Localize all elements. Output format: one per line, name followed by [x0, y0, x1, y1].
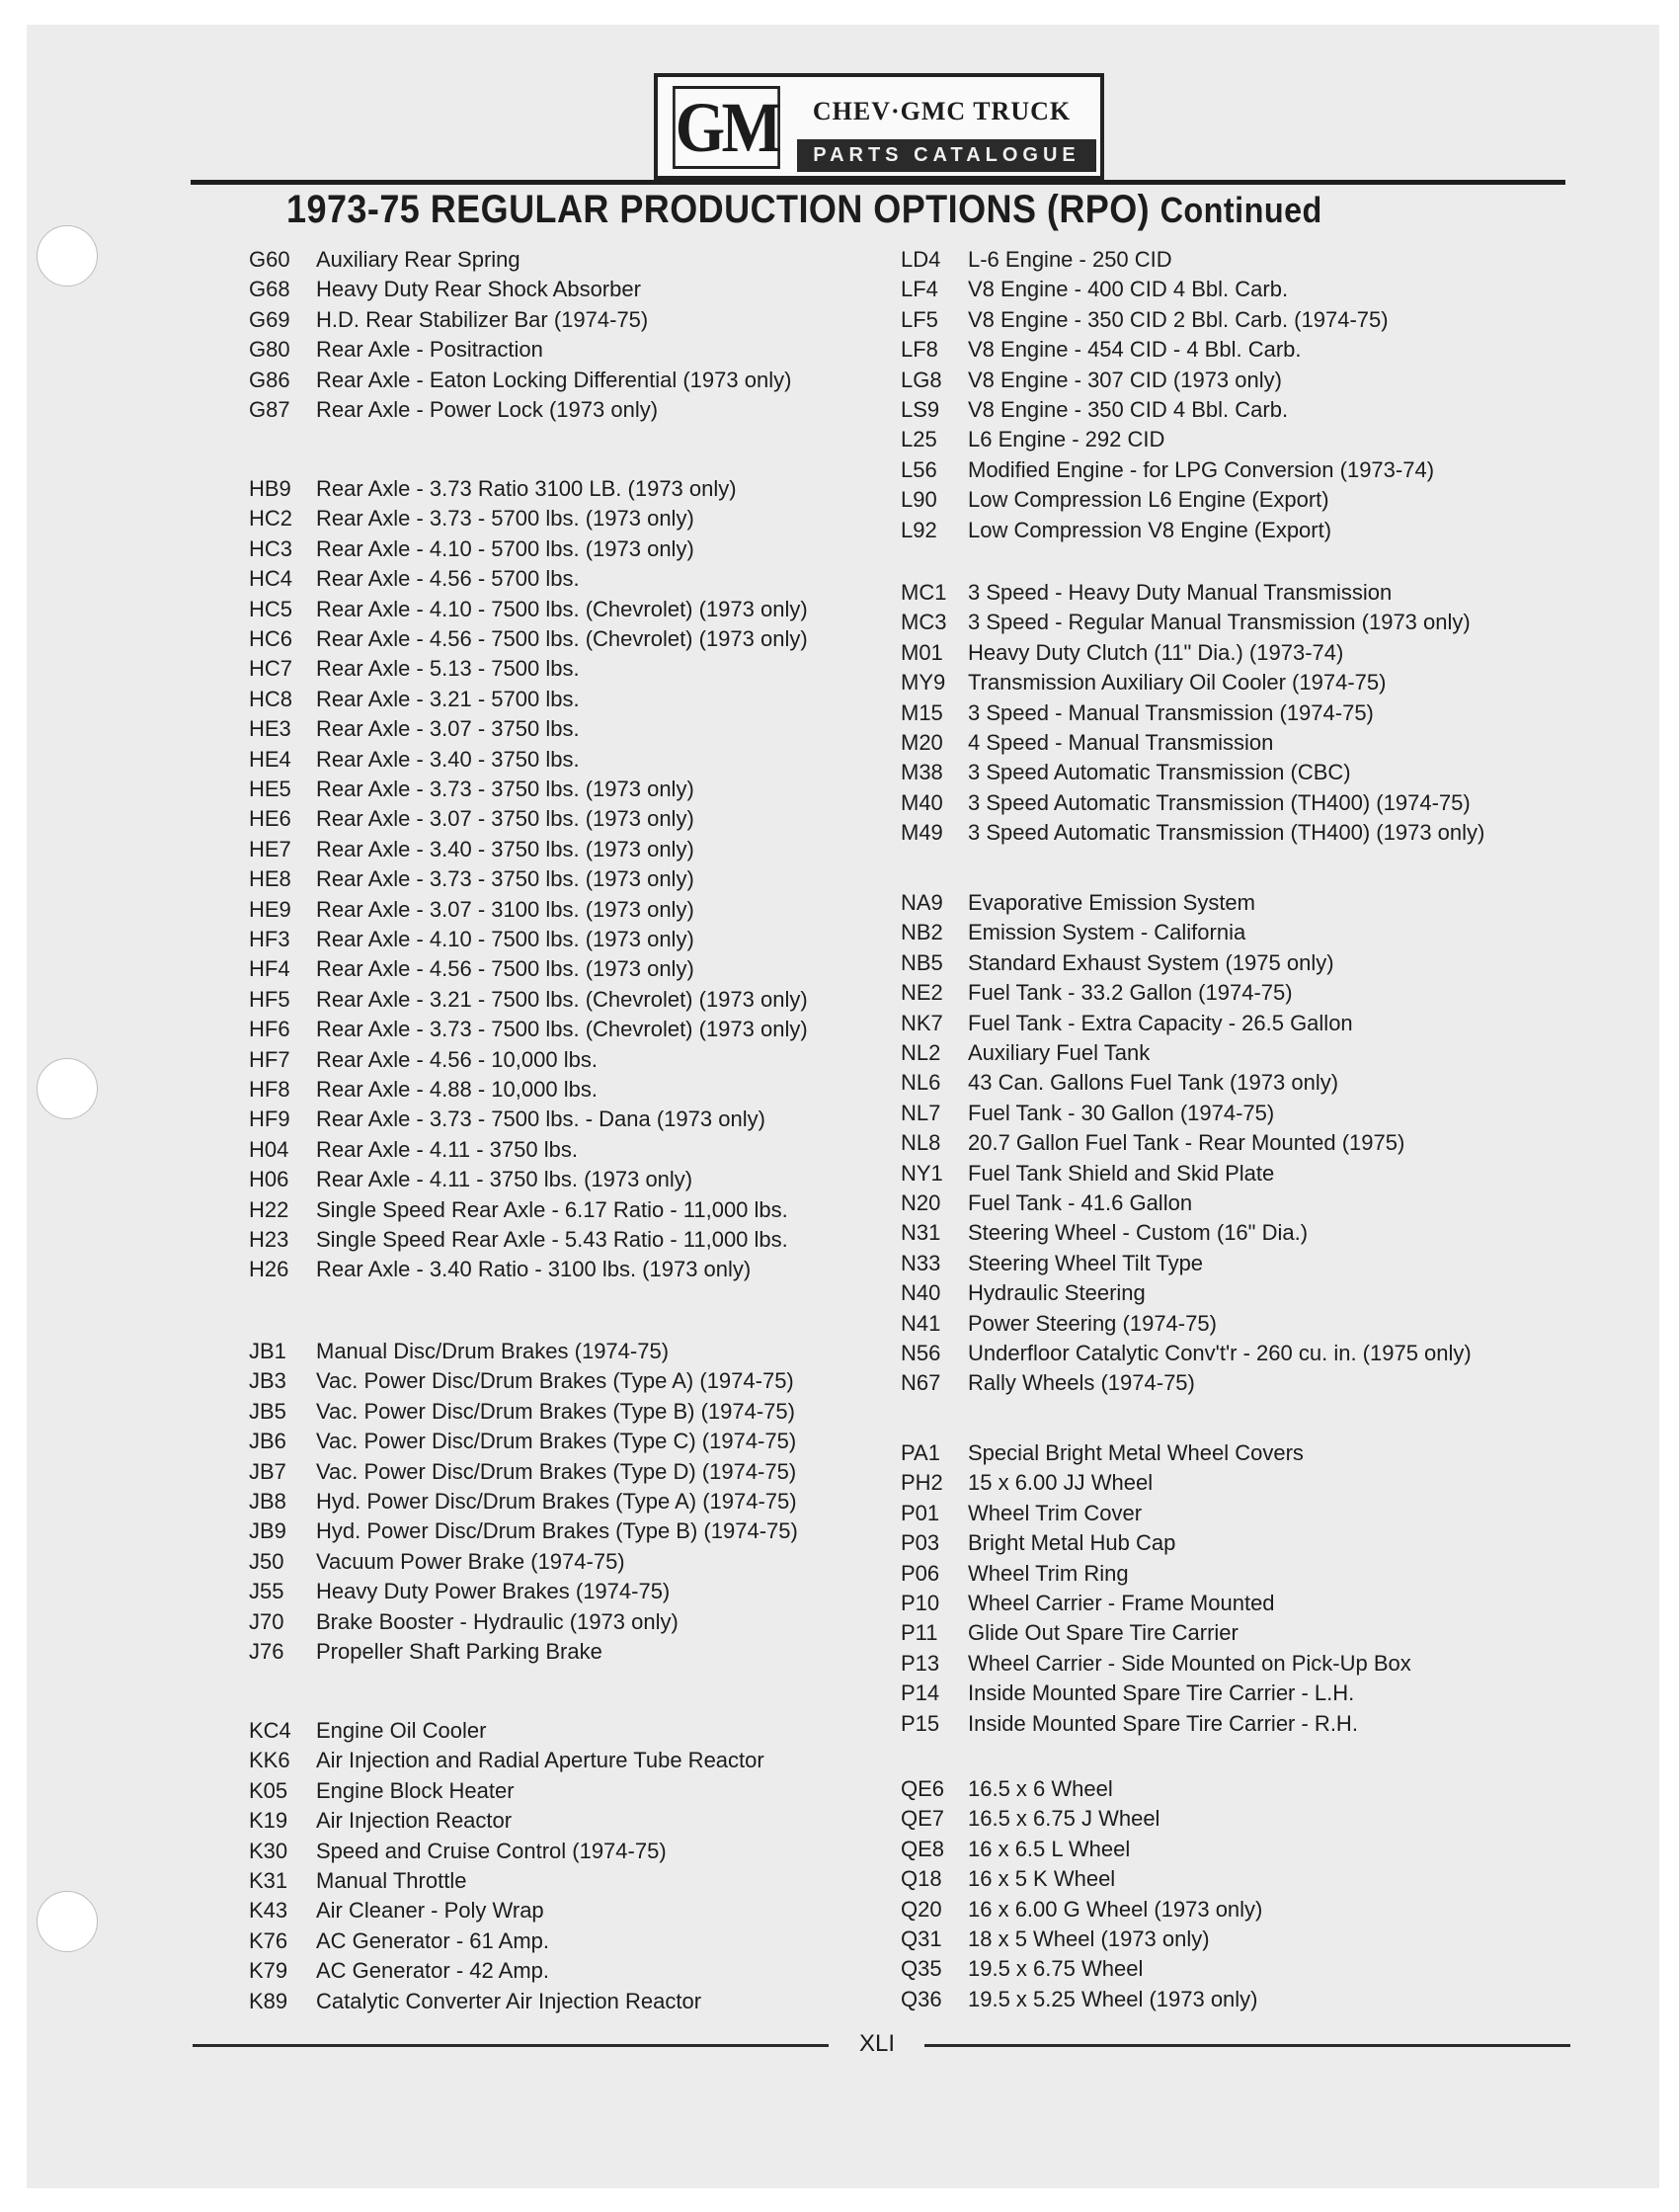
rpo-description: Air Injection and Radial Aperture Tube Reactor: [316, 1748, 764, 1773]
rpo-code: HE7: [249, 836, 291, 861]
rpo-description: Rear Axle - 3.73 - 3750 lbs. (1973 only): [316, 866, 694, 892]
rpo-code: MC3: [901, 610, 947, 635]
rpo-code: LD4: [901, 247, 941, 272]
rpo-code: NL6: [901, 1070, 941, 1096]
rpo-description: Heavy Duty Rear Shock Absorber: [316, 277, 641, 302]
rpo-code: HE8: [249, 866, 291, 892]
rpo-description: Wheel Trim Ring: [968, 1560, 1129, 1586]
rpo-description: Rear Axle - 3.40 Ratio - 3100 lbs. (1973 only): [316, 1257, 752, 1282]
rpo-code: N31: [901, 1220, 941, 1246]
rpo-code: J50: [249, 1548, 284, 1574]
rpo-description: Rear Axle - 3.21 - 7500 lbs. (Chevrolet) (1973 only): [316, 986, 808, 1012]
rpo-description: Underfloor Catalytic Conv't'r - 260 cu. in. (1975 only): [968, 1341, 1472, 1365]
rpo-code: P06: [901, 1560, 940, 1586]
rpo-code: HC4: [249, 566, 293, 592]
rpo-code: J55: [249, 1579, 284, 1604]
rpo-code: N20: [901, 1190, 941, 1215]
rpo-description: Vac. Power Disc/Drum Brakes (Type A) (1974-75): [316, 1368, 794, 1394]
rpo-code: L56: [901, 456, 937, 482]
rpo-code: G86: [249, 367, 290, 392]
rpo-code: N56: [901, 1341, 941, 1365]
rpo-description: Glide Out Spare Tire Carrier: [968, 1620, 1239, 1646]
rpo-code: G69: [249, 306, 290, 332]
rpo-code: MY9: [901, 670, 946, 696]
rpo-description: Hyd. Power Disc/Drum Brakes (Type B) (1974-75): [316, 1518, 798, 1544]
rpo-description: 3 Speed - Manual Transmission (1974-75): [968, 699, 1374, 725]
rpo-description: Rally Wheels (1974-75): [968, 1370, 1195, 1396]
rpo-description: V8 Engine - 454 CID - 4 Bbl. Carb.: [968, 337, 1302, 363]
rpo-description: Power Steering (1974-75): [968, 1310, 1217, 1336]
footer-rule-right: [924, 2044, 1570, 2047]
catalogue-label: PARTS CATALOGUE: [797, 139, 1096, 172]
rpo-description: Rear Axle - 3.07 - 3750 lbs.: [316, 716, 580, 742]
rpo-code: JB7: [249, 1458, 286, 1484]
rpo-code: LF5: [901, 306, 938, 332]
rpo-description: Rear Axle - 3.73 - 7500 lbs. - Dana (1973 only): [316, 1106, 765, 1132]
rpo-description: AC Generator - 42 Amp.: [316, 1958, 549, 1984]
rpo-code: HE6: [249, 806, 291, 832]
rpo-description: 20.7 Gallon Fuel Tank - Rear Mounted (1975): [968, 1130, 1405, 1156]
rpo-description: Vacuum Power Brake (1974-75): [316, 1548, 625, 1574]
rpo-code: M20: [901, 730, 943, 755]
rpo-description: Inside Mounted Spare Tire Carrier - R.H.: [968, 1710, 1358, 1736]
rpo-description: L-6 Engine - 250 CID: [968, 247, 1172, 272]
rpo-description: Rear Axle - 4.10 - 7500 lbs. (Chevrolet) (1973 only): [316, 596, 808, 621]
title-main: 1973-75 REGULAR PRODUCTION OPTIONS (RPO): [286, 188, 1151, 231]
gm-logo: [654, 73, 1104, 180]
rpo-description: Rear Axle - Eaton Locking Differential (1973 only): [316, 367, 792, 392]
rpo-code: JB3: [249, 1368, 286, 1394]
rpo-description: Transmission Auxiliary Oil Cooler (1974-75): [968, 670, 1387, 696]
rpo-code: N67: [901, 1370, 941, 1396]
rpo-description: Auxiliary Rear Spring: [316, 247, 520, 272]
rpo-code: HF4: [249, 956, 290, 982]
rpo-description: Hyd. Power Disc/Drum Brakes (Type A) (1974-75): [316, 1489, 797, 1514]
rpo-description: 16 x 6.5 L Wheel: [968, 1836, 1131, 1861]
rpo-code: NB5: [901, 949, 943, 975]
rpo-code: N33: [901, 1250, 941, 1275]
rpo-description: Bright Metal Hub Cap: [968, 1530, 1176, 1556]
rpo-description: Vac. Power Disc/Drum Brakes (Type B) (1974-75): [316, 1398, 795, 1424]
gm-logo-mark: GM: [673, 86, 780, 169]
header-rule: [191, 180, 1565, 185]
rpo-code: H22: [249, 1196, 289, 1222]
rpo-code: QE6: [901, 1776, 945, 1801]
rpo-description: Special Bright Metal Wheel Covers: [968, 1440, 1304, 1465]
rpo-description: Manual Disc/Drum Brakes (1974-75): [316, 1339, 670, 1363]
rpo-code: J70: [249, 1608, 284, 1634]
rpo-code: K43: [249, 1898, 288, 1924]
rpo-code: HF8: [249, 1077, 290, 1102]
rpo-description: Rear Axle - Positraction: [316, 337, 543, 363]
rpo-description: Rear Axle - 3.07 - 3750 lbs. (1973 only): [316, 806, 694, 832]
rpo-description: Hydraulic Steering: [968, 1280, 1146, 1306]
rpo-description: Rear Axle - 4.56 - 10,000 lbs.: [316, 1046, 598, 1072]
rpo-description: Rear Axle - 4.11 - 3750 lbs. (1973 only): [316, 1167, 693, 1192]
rpo-description: 18 x 5 Wheel (1973 only): [968, 1926, 1210, 1951]
rpo-code: LG8: [901, 367, 942, 392]
rpo-code: NK7: [901, 1010, 943, 1035]
rpo-description: Single Speed Rear Axle - 5.43 Ratio - 11,000 lbs.: [316, 1227, 788, 1252]
rpo-description: Single Speed Rear Axle - 6.17 Ratio - 11,000 lbs.: [316, 1196, 788, 1222]
rpo-description: Fuel Tank Shield and Skid Plate: [968, 1160, 1275, 1186]
rpo-description: Rear Axle - 4.10 - 7500 lbs. (1973 only): [316, 927, 694, 951]
rpo-description: Wheel Carrier - Frame Mounted: [968, 1591, 1275, 1615]
footer-rule-left: [193, 2044, 829, 2047]
rpo-description: V8 Engine - 350 CID 4 Bbl. Carb.: [968, 397, 1289, 422]
rpo-code: N41: [901, 1310, 941, 1336]
rpo-description: Rear Axle - 4.56 - 7500 lbs. (1973 only): [316, 956, 694, 982]
rpo-code: Q18: [901, 1866, 942, 1892]
rpo-description: Rear Axle - Power Lock (1973 only): [316, 397, 659, 422]
rpo-code: K19: [249, 1808, 288, 1834]
rpo-code: P01: [901, 1500, 940, 1525]
rpo-description: Propeller Shaft Parking Brake: [316, 1639, 602, 1664]
rpo-description: Manual Throttle: [316, 1868, 467, 1893]
rpo-description: Wheel Trim Cover: [968, 1500, 1143, 1525]
rpo-code: P13: [901, 1650, 940, 1676]
rpo-code: H26: [249, 1257, 289, 1282]
rpo-code: QE7: [901, 1806, 945, 1832]
rpo-description: V8 Engine - 307 CID (1973 only): [968, 367, 1282, 392]
rpo-description: L6 Engine - 292 CID: [968, 427, 1165, 452]
rpo-code: M49: [901, 820, 943, 846]
rpo-code: P15: [901, 1710, 940, 1736]
rpo-description: Air Injection Reactor: [316, 1808, 513, 1834]
rpo-code: NB2: [901, 920, 943, 945]
rpo-description: Rear Axle - 3.07 - 3100 lbs. (1973 only): [316, 896, 694, 922]
rpo-code: L25: [901, 427, 937, 452]
rpo-code: LS9: [901, 397, 940, 422]
rpo-description: Rear Axle - 3.73 - 5700 lbs. (1973 only): [316, 506, 694, 532]
page-title: [286, 188, 1353, 232]
rpo-description: Heavy Duty Power Brakes (1974-75): [316, 1579, 671, 1604]
brand-name: CHEV·GMC TRUCK: [812, 97, 1072, 125]
rpo-description: Rear Axle - 3.73 - 3750 lbs. (1973 only): [316, 777, 694, 801]
rpo-code: G87: [249, 397, 290, 422]
rpo-code: M01: [901, 639, 943, 665]
rpo-code: K76: [249, 1927, 288, 1953]
rpo-code: K05: [249, 1777, 288, 1803]
rpo-code: J76: [249, 1639, 284, 1664]
rpo-description: AC Generator - 61 Amp.: [316, 1927, 549, 1953]
rpo-code: L92: [901, 517, 937, 542]
rpo-description: 19.5 x 5.25 Wheel (1973 only): [968, 1986, 1258, 2011]
rpo-code: G60: [249, 247, 290, 272]
rpo-code: LF8: [901, 337, 938, 363]
rpo-code: HE9: [249, 896, 291, 922]
rpo-description: V8 Engine - 350 CID 2 Bbl. Carb. (1974-75): [968, 306, 1389, 332]
rpo-description: Engine Block Heater: [316, 1777, 515, 1803]
rpo-description: Heavy Duty Clutch (11" Dia.) (1973-74): [968, 639, 1344, 665]
rpo-code: HC8: [249, 686, 293, 711]
rpo-description: Fuel Tank - 30 Gallon (1974-75): [968, 1100, 1275, 1125]
binder-hole-top: [37, 225, 98, 287]
rpo-description: Steering Wheel - Custom (16" Dia.): [968, 1220, 1309, 1246]
rpo-description: V8 Engine - 400 CID 4 Bbl. Carb.: [968, 277, 1289, 302]
rpo-description: 43 Can. Gallons Fuel Tank (1973 only): [968, 1070, 1339, 1096]
rpo-description: 16 x 6.00 G Wheel (1973 only): [968, 1896, 1263, 1922]
rpo-description: Engine Oil Cooler: [316, 1718, 487, 1743]
rpo-description: Rear Axle - 4.10 - 5700 lbs. (1973 only): [316, 535, 694, 561]
rpo-description: Rear Axle - 3.73 Ratio 3100 LB. (1973 only): [316, 476, 737, 501]
rpo-code: PH2: [901, 1470, 943, 1496]
rpo-code: P11: [901, 1620, 938, 1646]
rpo-code: HC6: [249, 626, 293, 651]
rpo-code: HC3: [249, 535, 293, 561]
rpo-description: Rear Axle - 3.40 - 3750 lbs. (1973 only): [316, 836, 694, 861]
rpo-code: M15: [901, 699, 943, 725]
rpo-code: KC4: [249, 1718, 291, 1743]
rpo-description: Low Compression V8 Engine (Export): [968, 517, 1332, 542]
rpo-code: K89: [249, 1988, 288, 2013]
rpo-description: Low Compression L6 Engine (Export): [968, 487, 1329, 513]
rpo-description: Rear Axle - 3.73 - 7500 lbs. (Chevrolet) (1973 only): [316, 1017, 808, 1042]
rpo-code: Q31: [901, 1926, 942, 1951]
rpo-code: G68: [249, 277, 290, 302]
rpo-code: M40: [901, 789, 943, 815]
rpo-description: Auxiliary Fuel Tank: [968, 1040, 1151, 1065]
rpo-code: QE8: [901, 1836, 945, 1861]
rpo-code: LF4: [901, 277, 938, 302]
rpo-description: Inside Mounted Spare Tire Carrier - L.H.: [968, 1680, 1355, 1706]
rpo-code: H04: [249, 1136, 289, 1162]
rpo-code: K31: [249, 1868, 288, 1893]
rpo-description: 3 Speed Automatic Transmission (CBC): [968, 760, 1351, 785]
rpo-code: NL7: [901, 1100, 941, 1125]
rpo-description: Fuel Tank - 33.2 Gallon (1974-75): [968, 980, 1293, 1006]
rpo-code: JB8: [249, 1489, 286, 1514]
rpo-code: P03: [901, 1530, 940, 1556]
rpo-description: 3 Speed Automatic Transmission (TH400) (1973 only): [968, 820, 1485, 846]
rpo-description: Speed and Cruise Control (1974-75): [316, 1838, 667, 1863]
rpo-code: HE3: [249, 716, 291, 742]
rpo-code: HC5: [249, 596, 293, 621]
rpo-description: 3 Speed - Regular Manual Transmission (1973 only): [968, 610, 1471, 635]
rpo-description: Air Cleaner - Poly Wrap: [316, 1898, 544, 1924]
rpo-description: Vac. Power Disc/Drum Brakes (Type C) (1974-75): [316, 1429, 797, 1454]
rpo-code: HF6: [249, 1017, 290, 1042]
rpo-description: Rear Axle - 5.13 - 7500 lbs.: [316, 656, 580, 682]
rpo-code: HF5: [249, 986, 290, 1012]
rpo-description: 16 x 5 K Wheel: [968, 1866, 1116, 1892]
rpo-code: MC1: [901, 580, 947, 605]
rpo-description: Standard Exhaust System (1975 only): [968, 949, 1334, 975]
title-suffix: Continued: [1159, 190, 1322, 230]
rpo-description: Evaporative Emission System: [968, 890, 1255, 915]
rpo-code: L90: [901, 487, 937, 513]
rpo-description: 3 Speed - Heavy Duty Manual Transmission: [968, 580, 1393, 605]
rpo-description: H.D. Rear Stabilizer Bar (1974-75): [316, 306, 649, 332]
rpo-code: Q20: [901, 1896, 942, 1922]
rpo-code: NL8: [901, 1130, 941, 1156]
rpo-code: HF3: [249, 927, 290, 951]
page-number: XLI: [858, 2030, 896, 2057]
rpo-description: 15 x 6.00 JJ Wheel: [968, 1470, 1154, 1496]
rpo-description: 19.5 x 6.75 Wheel: [968, 1956, 1144, 1982]
rpo-description: 16.5 x 6 Wheel: [968, 1776, 1113, 1801]
rpo-code: HC2: [249, 506, 293, 532]
rpo-description: Fuel Tank - 41.6 Gallon: [968, 1190, 1193, 1215]
rpo-description: Rear Axle - 3.21 - 5700 lbs.: [316, 686, 580, 711]
rpo-code: G80: [249, 337, 290, 363]
rpo-code: NE2: [901, 980, 943, 1006]
rpo-description: 16.5 x 6.75 J Wheel: [968, 1806, 1160, 1832]
rpo-code: P14: [901, 1680, 940, 1706]
rpo-description: Brake Booster - Hydraulic (1973 only): [316, 1608, 679, 1634]
rpo-description: 4 Speed - Manual Transmission: [968, 730, 1274, 755]
binder-hole-bottom: [37, 1891, 98, 1952]
rpo-code: Q35: [901, 1956, 942, 1982]
rpo-description: Fuel Tank - Extra Capacity - 26.5 Gallon: [968, 1010, 1353, 1035]
binder-hole-middle: [37, 1058, 98, 1119]
rpo-description: Rear Axle - 4.56 - 7500 lbs. (Chevrolet) (1973 only): [316, 626, 808, 651]
rpo-code: PA1: [901, 1440, 940, 1465]
rpo-code: K30: [249, 1838, 288, 1863]
rpo-code: HE4: [249, 746, 291, 772]
rpo-description: Rear Axle - 4.88 - 10,000 lbs.: [316, 1077, 598, 1102]
rpo-code: JB1: [249, 1339, 286, 1363]
rpo-description: Rear Axle - 3.40 - 3750 lbs.: [316, 746, 580, 772]
rpo-code: K79: [249, 1958, 288, 1984]
rpo-code: HF7: [249, 1046, 290, 1072]
rpo-description: 3 Speed Automatic Transmission (TH400) (1974-75): [968, 789, 1471, 815]
rpo-description: Steering Wheel Tilt Type: [968, 1250, 1204, 1275]
rpo-code: NL2: [901, 1040, 941, 1065]
rpo-code: HC7: [249, 656, 293, 682]
rpo-description: Emission System - California: [968, 920, 1246, 945]
rpo-description: Modified Engine - for LPG Conversion (1973-74): [968, 456, 1435, 482]
rpo-code: Q36: [901, 1986, 942, 2011]
rpo-code: H06: [249, 1167, 289, 1192]
rpo-code: P10: [901, 1591, 940, 1615]
rpo-code: N40: [901, 1280, 941, 1306]
rpo-code: NY1: [901, 1160, 943, 1186]
rpo-code: JB9: [249, 1518, 286, 1544]
rpo-description: Rear Axle - 4.11 - 3750 lbs.: [316, 1136, 578, 1162]
rpo-code: JB5: [249, 1398, 286, 1424]
rpo-description: Rear Axle - 4.56 - 5700 lbs.: [316, 566, 580, 592]
rpo-code: HE5: [249, 777, 291, 801]
rpo-code: M38: [901, 760, 943, 785]
rpo-code: JB6: [249, 1429, 286, 1454]
rpo-code: NA9: [901, 890, 943, 915]
rpo-description: Wheel Carrier - Side Mounted on Pick-Up Box: [968, 1650, 1411, 1676]
rpo-code: HF9: [249, 1106, 290, 1132]
rpo-description: Vac. Power Disc/Drum Brakes (Type D) (1974-75): [316, 1458, 797, 1484]
rpo-description: Catalytic Converter Air Injection Reactor: [316, 1988, 702, 2013]
rpo-code: KK6: [249, 1748, 290, 1773]
rpo-code: H23: [249, 1227, 289, 1252]
rpo-code: HB9: [249, 476, 291, 501]
